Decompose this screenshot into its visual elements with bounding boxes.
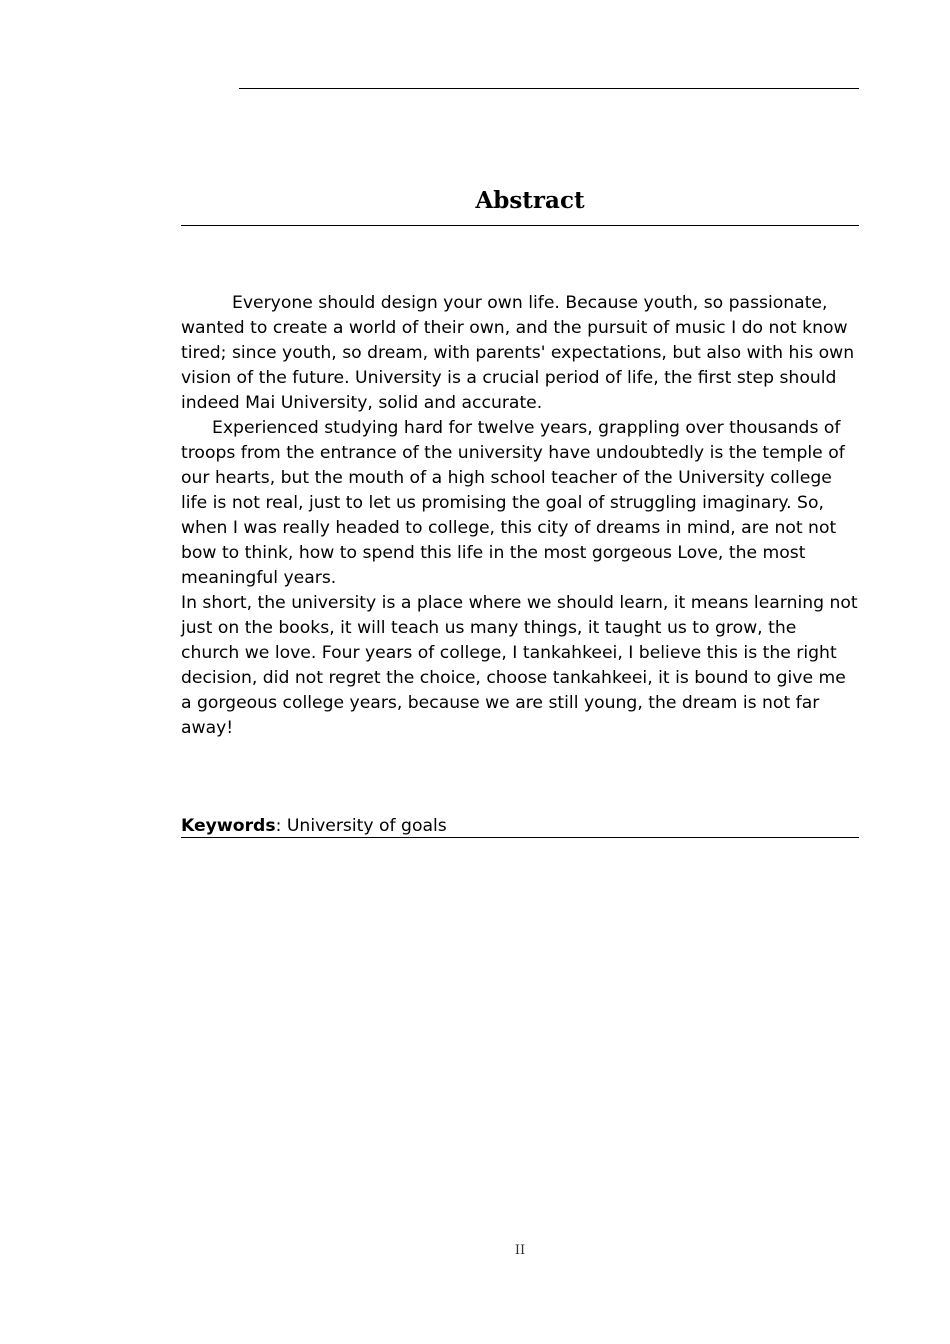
keywords-rule (181, 837, 859, 838)
page-number: II (514, 1243, 526, 1258)
keywords-value: University of goals (286, 816, 447, 836)
title-rule (181, 225, 859, 226)
keywords-separator: : (275, 816, 287, 836)
abstract-paragraph-3: In short, the university is a place where we should learn, it means learning not just on the books, it will teach us many things, it taught us to grow, the church we love. Four years of college, I tankahkeei, I believe this is the right decision, did not regret the choice, choose tankahkeei, it is bound to give me a gorgeous college years, because we are still young, the dream is not far away! (181, 593, 858, 738)
page-title: Abstract (475, 187, 585, 214)
keywords-line (181, 814, 859, 839)
keywords-label: Keywords (181, 816, 276, 836)
abstract-paragraph-1: Everyone should design your own life. Because youth, so passionate, wanted to create a world of their own, and the pursuit of music I do not know tired; since youth, so dream, with parents' expectations, but also with his own vision of the future. University is a crucial period of life, the first step should indeed Mai University, solid and accurate. (181, 293, 855, 413)
abstract-paragraph-2: Experienced studying hard for twelve years, grappling over thousands of troops from the entrance of the university have undoubtedly is the temple of our hearts, but the mouth of a high school teacher of the University college life is not real, just to let us promising the goal of struggling imaginary. So, when I was really headed to college, this city of dreams in mind, are not not bow to think, how to spend this life in the most gorgeous Love, the most meaningful years. (181, 418, 845, 588)
abstract-body (181, 291, 859, 741)
header-rule (239, 88, 859, 89)
